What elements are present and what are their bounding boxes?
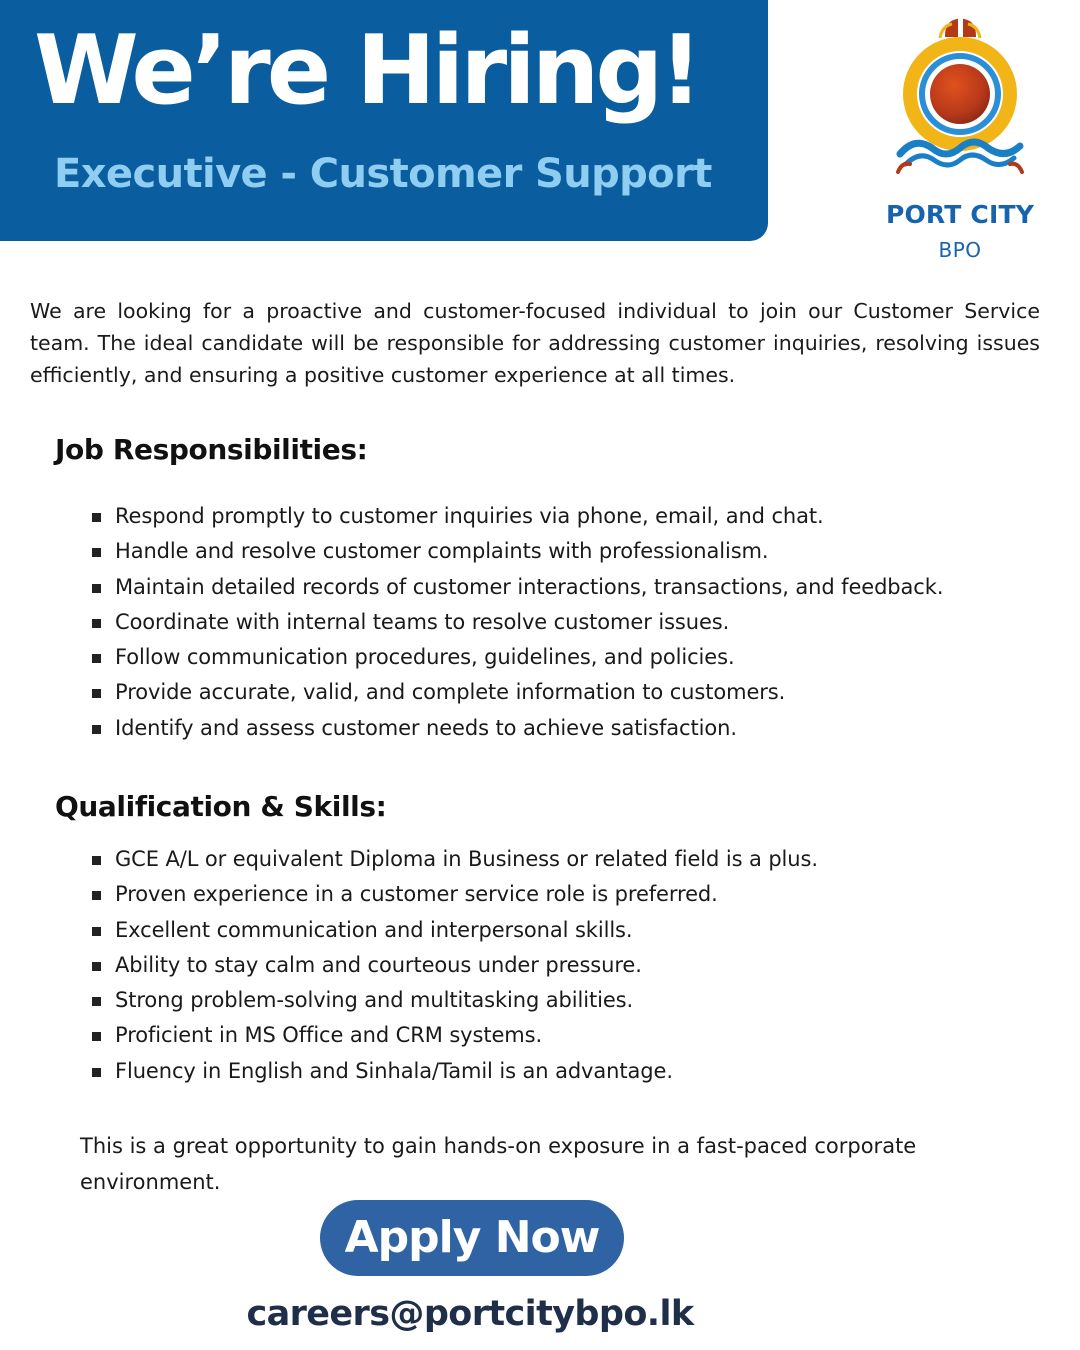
list-item: [92, 877, 818, 912]
list-item-text: Identify and assess customer needs to achieve satisfaction.: [115, 715, 737, 740]
bullet-square-icon: [92, 1068, 101, 1077]
list-item-text: Strong problem-solving and multitasking abilities.: [115, 988, 634, 1013]
list-item: [92, 1054, 818, 1089]
responsibilities-heading: Job Responsibilities:: [55, 433, 368, 466]
list-item-text: GCE A/L or equivalent Diploma in Business or related field is a plus.: [115, 847, 818, 871]
qualifications-list: [92, 842, 818, 1089]
company-name: PORT CITY: [885, 200, 1035, 229]
job-intro: We are looking for a proactive and customer-focused individual to join our Customer Service team. The ideal candidate will be responsible for addressing customer inquiries, resolving issues efficiently, and ensuring a positive customer experience at all times.: [30, 299, 1040, 387]
list-item: [92, 842, 818, 877]
list-item: [92, 640, 943, 675]
bullet-square-icon: [92, 725, 101, 734]
company-subname: BPO: [938, 238, 982, 262]
bullet-square-icon: [92, 689, 101, 698]
page-title: We’re Hiring!: [34, 16, 699, 126]
bullet-square-icon: [92, 927, 101, 936]
bullet-square-icon: [92, 619, 101, 628]
list-item-text: Maintain detailed records of customer interactions, transactions, and feedback.: [115, 574, 944, 599]
list-item-text: Follow communication procedures, guidelines, and policies.: [115, 645, 735, 670]
list-item-text: Respond promptly to customer inquiries via phone, email, and chat.: [115, 504, 824, 528]
port-city-emblem-icon: [880, 14, 1040, 184]
list-item: [92, 1018, 818, 1053]
list-item-text: Fluency in English and Sinhala/Tamil is an advantage.: [115, 1058, 673, 1083]
list-item-text: Proficient in MS Office and CRM systems.: [115, 1023, 543, 1048]
bullet-square-icon: [92, 654, 101, 663]
crest-left-icon: [946, 20, 957, 36]
list-item-text: Provide accurate, valid, and complete information to customers.: [115, 680, 786, 705]
hiring-banner: [0, 0, 768, 241]
bullet-square-icon: [92, 1032, 101, 1041]
list-item-text: Excellent communication and interpersonal skills.: [115, 917, 633, 942]
company-logo: [860, 14, 1060, 262]
contact-email-link[interactable]: careers@portcitybpo.lk: [246, 1294, 694, 1334]
list-item-text: Coordinate with internal teams to resolve customer issues.: [115, 609, 730, 634]
bullet-square-icon: [92, 856, 101, 865]
list-item-text: Proven experience in a customer service role is preferred.: [115, 882, 718, 907]
list-item: [92, 913, 818, 948]
list-item: [92, 534, 943, 569]
job-title: Executive - Customer Support: [54, 151, 712, 197]
bullet-square-icon: [92, 584, 101, 593]
list-item: [92, 983, 818, 1018]
list-item: [92, 605, 943, 640]
list-item: [92, 711, 943, 746]
list-item: [92, 675, 943, 710]
list-item: [92, 499, 943, 534]
closing-statement: This is a great opportunity to gain hands-on exposure in a fast-paced corporate environment.: [80, 1134, 917, 1194]
list-item: [92, 948, 818, 983]
bullet-square-icon: [92, 891, 101, 900]
apply-now-button[interactable]: Apply Now: [320, 1200, 624, 1276]
qualifications-heading: Qualification & Skills:: [55, 790, 387, 823]
list-item-text: Ability to stay calm and courteous under pressure.: [115, 952, 642, 977]
list-item-text: Handle and resolve customer complaints with professionalism.: [115, 539, 769, 564]
bullet-square-icon: [92, 997, 101, 1006]
bullet-square-icon: [92, 962, 101, 971]
list-item: [92, 570, 943, 605]
bullet-square-icon: [92, 548, 101, 557]
bullet-square-icon: [92, 513, 101, 522]
responsibilities-list: [92, 499, 943, 746]
